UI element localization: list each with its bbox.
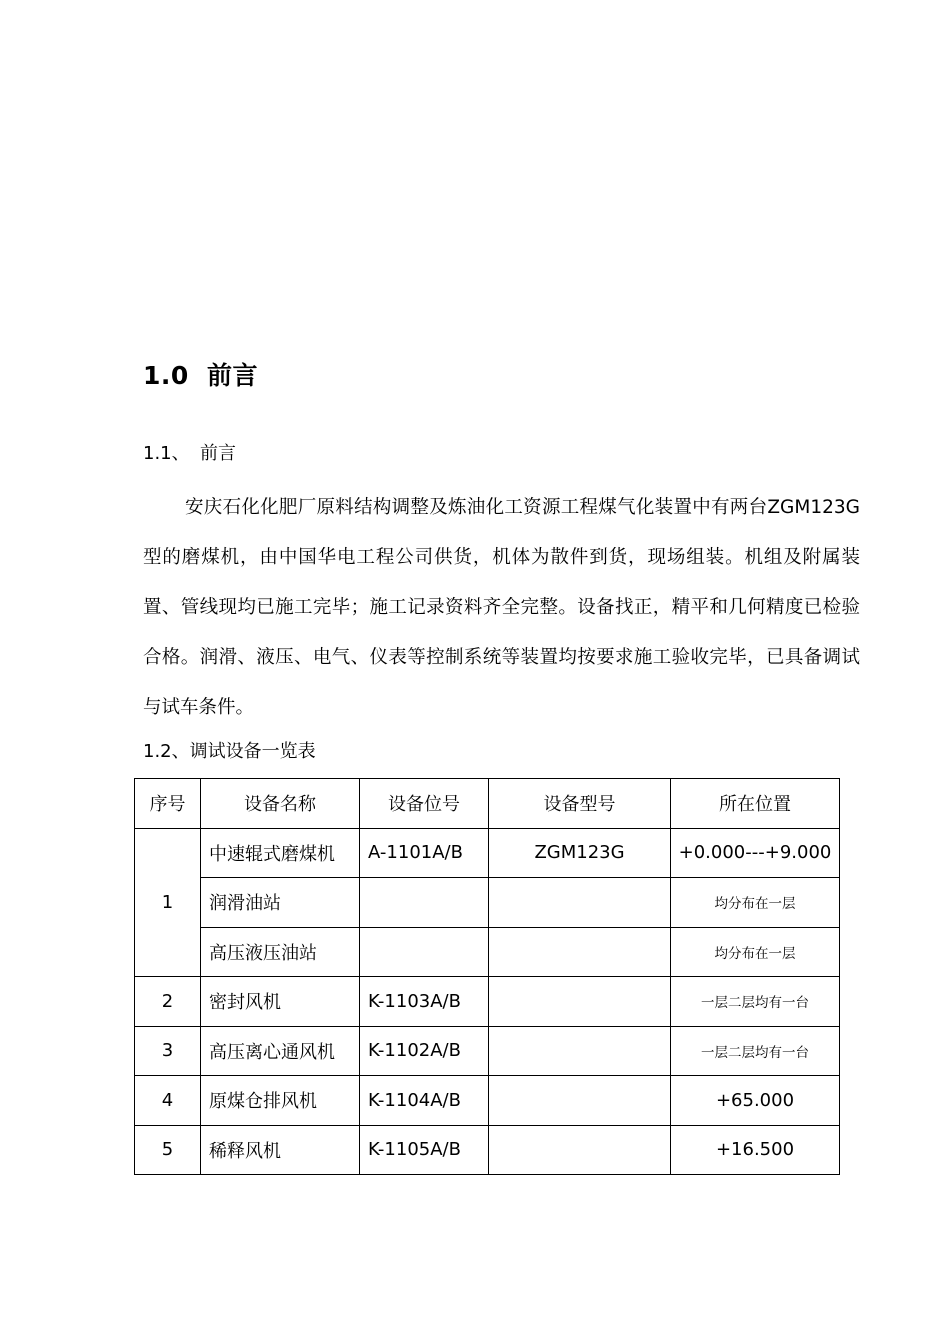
cell-name: 润滑油站: [201, 878, 360, 928]
table-row: [135, 1125, 840, 1175]
cell-name: 密封风机: [201, 977, 360, 1027]
section-heading: [143, 356, 258, 392]
table-header-row: [135, 779, 840, 829]
cell-name: 高压液压油站: [201, 927, 360, 977]
cell-no: 3: [135, 1026, 201, 1076]
cell-no: 2: [135, 977, 201, 1027]
cell-tag: A-1101A/B: [360, 828, 489, 878]
section-title: 前言: [207, 361, 259, 390]
table-row: [135, 828, 840, 878]
cell-tag: [360, 927, 489, 977]
header-cell-no: 序号: [135, 779, 201, 829]
subsection-number: 1.1、: [143, 443, 190, 464]
cell-model: [489, 1076, 671, 1126]
cell-location: 一层二层均有一台: [671, 1026, 840, 1076]
cell-name: 中速辊式磨煤机: [201, 828, 360, 878]
header-cell-name: 设备名称: [201, 779, 360, 829]
cell-model: [489, 1026, 671, 1076]
table-title: 1.2、调试设备一览表: [143, 741, 316, 762]
table-row: [135, 878, 840, 928]
cell-model: [489, 1125, 671, 1175]
cell-no: 1: [135, 828, 201, 977]
cell-model: [489, 878, 671, 928]
cell-name: 稀释风机: [201, 1125, 360, 1175]
cell-location: +16.500: [671, 1125, 840, 1175]
subsection-title: 前言: [200, 443, 236, 464]
cell-tag: [360, 878, 489, 928]
cell-no: 4: [135, 1076, 201, 1126]
section-number: 1.0: [143, 361, 189, 390]
cell-model: [489, 927, 671, 977]
table-row: [135, 1026, 840, 1076]
cell-location: 一层二层均有一台: [671, 977, 840, 1027]
cell-location: 均分布在一层: [671, 878, 840, 928]
cell-location: +65.000: [671, 1076, 840, 1126]
cell-tag: K-1105A/B: [360, 1125, 489, 1175]
header-cell-model: 设备型号: [489, 779, 671, 829]
header-cell-tag: 设备位号: [360, 779, 489, 829]
intro-paragraph: 安庆石化化肥厂原料结构调整及炼油化工资源工程煤气化装置中有两台ZGM123G 型的磨煤机，由中国华电工程公司供货，机体为散件到货，现场组装。机组及附属装置、管线现均已施工完毕；施工记录资料齐全完整。设备找正，精平和几何精度已检验合格。润滑、液压、电气、仪表等控制系统等装置均按要求施工验收完毕，已具备调试与试车条件。: [143, 497, 860, 718]
subsection-heading: [143, 439, 236, 465]
table-row: [135, 1076, 840, 1126]
cell-model: [489, 977, 671, 1027]
table-row: [135, 927, 840, 977]
cell-tag: K-1104A/B: [360, 1076, 489, 1126]
cell-no: 5: [135, 1125, 201, 1175]
cell-tag: K-1103A/B: [360, 977, 489, 1027]
cell-tag: K-1102A/B: [360, 1026, 489, 1076]
cell-name: 高压离心通风机: [201, 1026, 360, 1076]
cell-model: ZGM123G: [489, 828, 671, 878]
equipment-table: [134, 778, 840, 1175]
cell-name: 原煤仓排风机: [201, 1076, 360, 1126]
cell-location: +0.000---+9.000: [671, 828, 840, 878]
cell-location: 均分布在一层: [671, 927, 840, 977]
table-row: [135, 977, 840, 1027]
header-cell-location: 所在位置: [671, 779, 840, 829]
